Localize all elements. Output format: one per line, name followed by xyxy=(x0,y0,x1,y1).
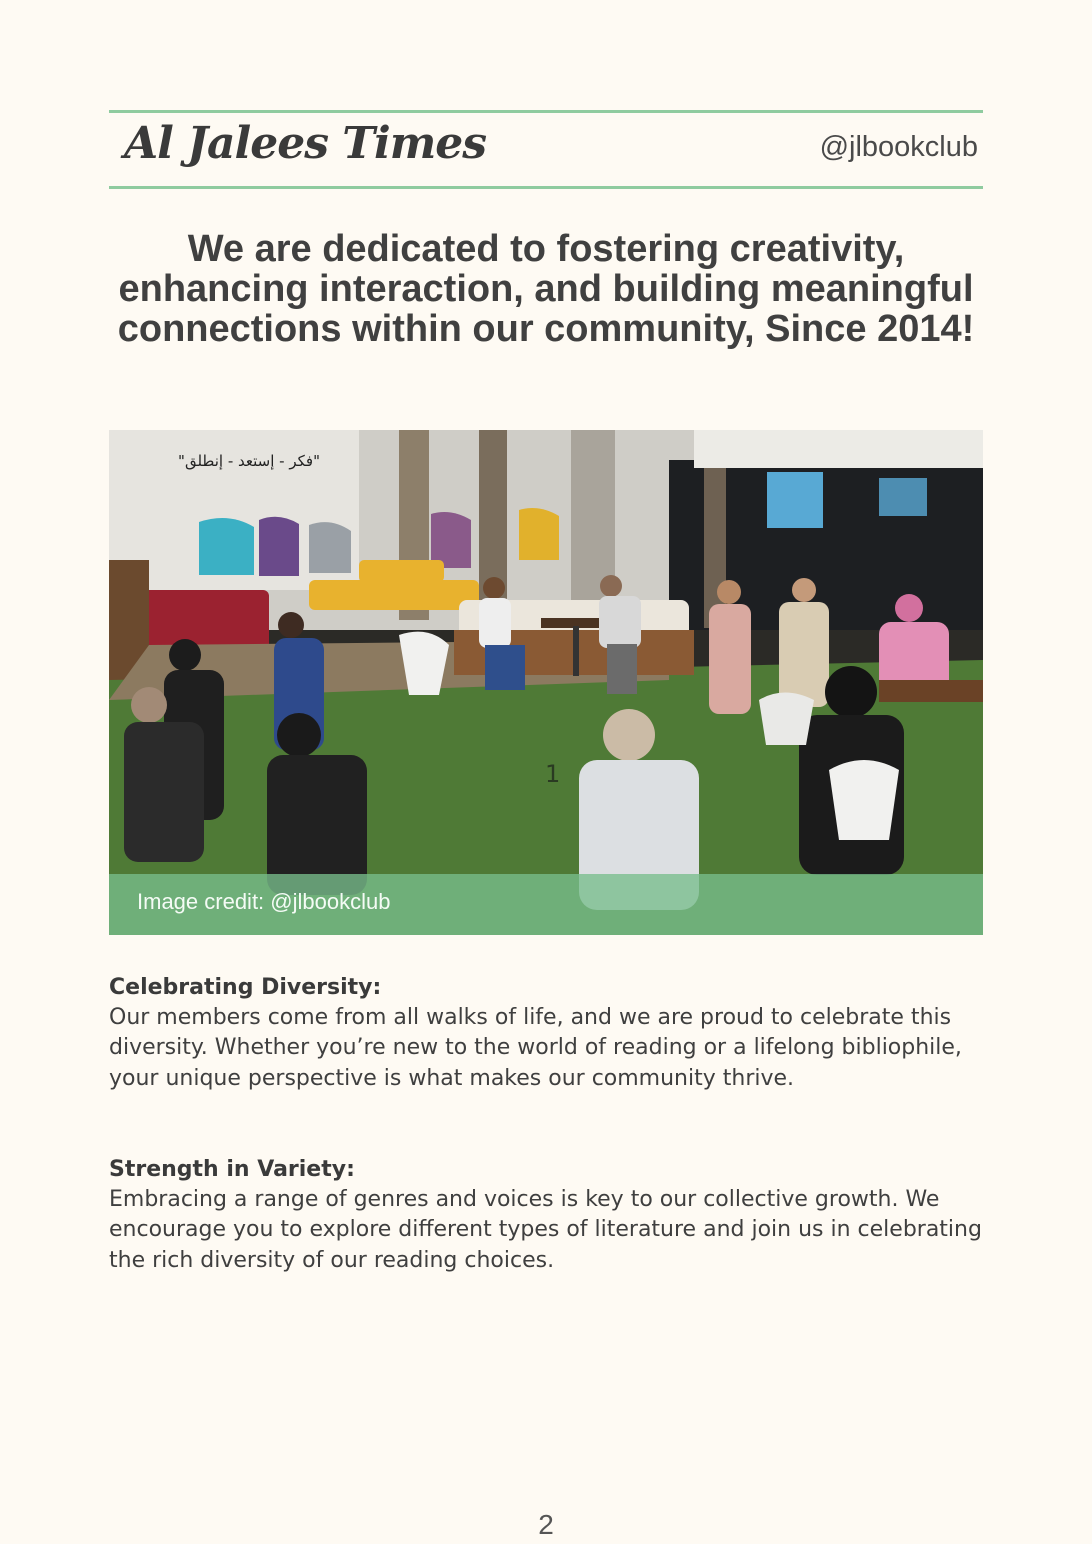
book-club-photo xyxy=(109,430,983,935)
headline: We are dedicated to fostering creativity, enhancing interaction, and building meaningful connections within our community, Since 2014! xyxy=(117,228,975,350)
photo-illustration xyxy=(109,430,983,935)
social-handle: @jlbookclub xyxy=(819,131,978,163)
section-celebrating-diversity xyxy=(109,973,989,1094)
page-number: 2 xyxy=(538,1509,554,1540)
image-credit: Image credit: @jlbookclub xyxy=(137,889,391,914)
section-heading: Celebrating Diversity: xyxy=(109,975,382,1000)
section-body: Embracing a range of genres and voices is key to our collective growth. We encourage you to explore different types of literature and join us in celebrating the rich diversity of our reading choices. xyxy=(109,1187,982,1273)
section-body: Our members come from all walks of life, and we are proud to celebrate this diversity. Whether you’re new to the world of reading or a lifelong bibliophile, your unique perspective is what makes our community thrive. xyxy=(109,1005,962,1091)
photo-caption xyxy=(109,874,983,935)
masthead-title: Al Jalees Times xyxy=(124,118,487,169)
photo-marker: 1 xyxy=(545,760,561,788)
section-strength-in-variety xyxy=(109,1155,989,1276)
masthead-bottom-rule xyxy=(109,186,983,189)
masthead-top-rule xyxy=(109,110,983,113)
wall-slogan: "فكر - إستعد - إنطلق" xyxy=(178,452,320,470)
section-heading: Strength in Variety: xyxy=(109,1157,355,1182)
